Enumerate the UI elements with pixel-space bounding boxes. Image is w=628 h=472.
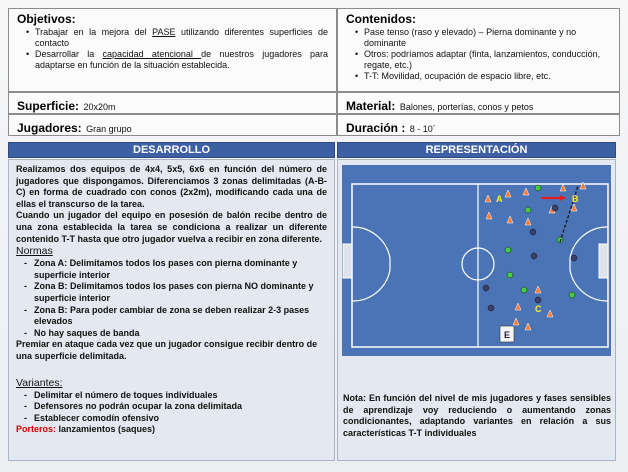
- variante-item: - Delimitar el número de toques individuales: [16, 390, 327, 402]
- contenidos-cell: [337, 8, 620, 92]
- superficie-value: 20x20m: [83, 102, 116, 112]
- nota-text: Nota: En función del nivel de mis jugadores y fases sensibles de aprendizaje voy reduciendo o aumentando zonas condicionantes, adaptando variantes en relación a sus características T-T individuales: [343, 393, 611, 438]
- zone-e-label: E: [504, 330, 511, 340]
- zone-a-label: A: [496, 194, 503, 204]
- left-goal: [343, 244, 352, 278]
- material-cell: [337, 92, 620, 114]
- representacion-header: REPRESENTACIÓN: [337, 142, 616, 158]
- court-diagram: [338, 160, 615, 360]
- duracion-value: 8 - 10´: [409, 124, 436, 134]
- contenido-item: • Pase tenso (raso y elevado) – Pierna dominante y no dominante: [355, 27, 611, 49]
- premiar-text: Premiar en ataque cada vez que un jugador consigue recibir dentro de una superficie delimitada.: [16, 339, 318, 361]
- contenido-item: • T-T: Movilidad, ocupación de espacio libre, etc.: [355, 71, 611, 82]
- duracion-label: Duración :: [346, 121, 406, 135]
- jugadores-value: Gran grupo: [86, 124, 132, 134]
- objetivos-label: Objetivos:: [17, 12, 76, 26]
- contenido-item: • Otros: podríamos adaptar (finta, lanzamientos, conducción, regate, etc.): [355, 49, 611, 71]
- porteros-value: lanzamientos (saques): [56, 424, 156, 435]
- desarrollo-header: DESARROLLO: [8, 142, 335, 158]
- objetivos-cell: [8, 8, 337, 92]
- contenidos-list: [346, 27, 611, 82]
- porteros-label: Porteros:: [16, 424, 57, 435]
- right-goal: [599, 244, 608, 278]
- variantes-title: Variantes:: [16, 376, 63, 389]
- material-label: Material:: [346, 99, 396, 113]
- desarrollo-panel: [8, 159, 335, 461]
- superficie-cell: [8, 92, 337, 114]
- superficie-label: Superficie:: [17, 99, 80, 113]
- objetivos-list: [17, 27, 328, 71]
- norma-item: - Zona B: Delimitamos todos los pases con pierna NO dominante y superficie interior: [16, 281, 327, 304]
- zone-b-label: B: [572, 194, 579, 204]
- desarrollo-paragraph-2: Cuando un jugador del equipo en posesión de balón recibe dentro de una zona establecida la tarea se condiciona a realizar un diferente contenido T-T hasta que otro jugador vuelva a recibir en zona diferente.: [16, 210, 327, 244]
- variante-item: - Defensores no podrán ocupar la zona delimitada: [16, 401, 327, 413]
- normas-title: Normas: [16, 245, 53, 258]
- jugadores-label: Jugadores:: [17, 121, 82, 135]
- objetivo-item: • Desarrollar la capacidad atencional de nuestros jugadores para adaptarse en función de la situación establecida.: [26, 49, 328, 71]
- duracion-cell: [337, 114, 620, 136]
- porteros-line: [16, 424, 327, 436]
- jugadores-cell: [8, 114, 337, 136]
- zone-c-label: C: [535, 304, 542, 314]
- material-value: Balones, porterías, conos y petos: [399, 102, 534, 112]
- representacion-panel: [337, 159, 616, 461]
- objetivo-item: • Trabajar en la mejora del PASE utilizando diferentes superficies de contacto: [26, 27, 328, 49]
- desarrollo-paragraph-1: Realizamos dos equipos de 4x4, 5x5, 6x6 en función del número de jugadores que dispongamos. Diferenciamos 3 zonas delimitadas (A-B-C) en forma de cuadrado con conos (2x2m), modificando cada una de ellas el transcurso de la tarea.: [16, 164, 327, 209]
- contenidos-label: Contenidos:: [346, 12, 416, 26]
- variante-item: - Establecer comodín ofensivo: [16, 413, 327, 425]
- norma-item: - No hay saques de banda: [16, 328, 327, 340]
- norma-item: - Zona A: Delimitamos todos los pases con pierna dominante y superficie interior: [16, 258, 327, 281]
- norma-item: - Zona B: Para poder cambiar de zona se deben realizar 2-3 pases elevados: [16, 305, 327, 328]
